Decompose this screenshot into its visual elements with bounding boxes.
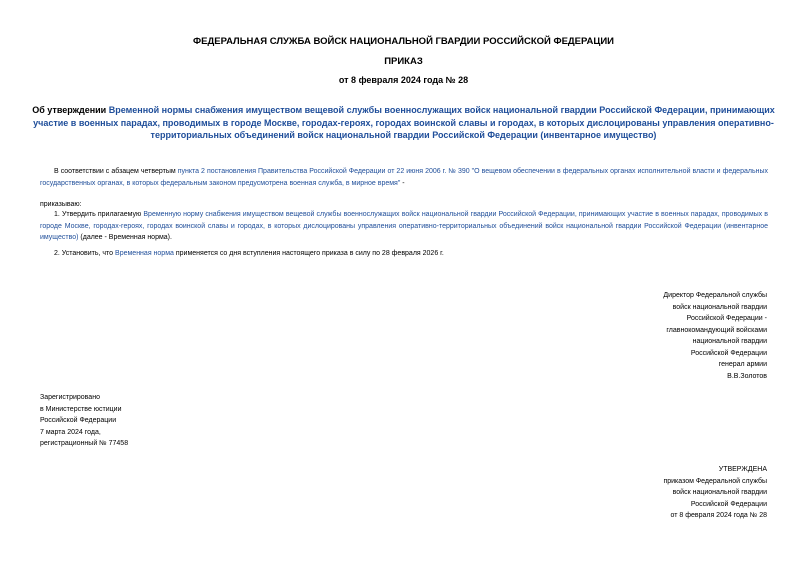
signature-line: Российской Федерации [690,349,767,357]
p3-prefix: 1. Утвердить прилагаемую [54,211,144,218]
director-signature-block [547,290,767,382]
p1-prefix: В соответствии с абзацем четвертым [54,168,178,175]
signature-name: В.В.Золотов [727,372,767,380]
p4-prefix: 2. Установить, что [54,250,116,257]
signature-line: войск национальной гвардии [672,303,767,311]
organization-header: ФЕДЕРАЛЬНАЯ СЛУЖБА ВОЙСК НАЦИОНАЛЬНОЙ ГВАРДИИ РОССИЙСКОЙ ФЕДЕРАЦИИ [193,36,614,47]
paragraph-item-1 [40,209,768,244]
approval-line: УТВЕРЖДЕНА [718,466,767,473]
signature-line: генерал армии [718,361,767,368]
approval-line: от 8 февраля 2024 года № 28 [670,512,767,519]
registration-line: в Министерстве юстиции [40,405,122,413]
p3-suffix: (далее - Временная норма). [78,234,172,241]
paragraph-order: приказываю: [40,201,82,208]
document-type: ПРИКАЗ [384,56,423,67]
signature-line: главнокомандующий войсками [666,326,767,334]
p3-link[interactable]: Временную норму снабжения имуществом вещевой службы военнослужащих войск национальной гвардии Российской Федерации, принимающих участие в военных парадах, проводимых в городе Москве, городах-героях, городах воинской славы и городах, в которых дислоцированы управления оперативно-территориальных объединений войск национальной гвардии Российской Федерации (инвентарное имущество) [40,211,769,241]
document-title [30,104,777,142]
registration-line: 7 марта 2024 года, [40,428,101,436]
paragraph-item-2 [40,248,768,260]
signature-line: Российской Федерации - [686,315,767,322]
paragraph-basis [40,166,768,189]
registration-line: Зарегистрировано [40,394,100,401]
title-link[interactable]: Временной нормы снабжения имуществом вещевой службы военнослужащих войск национальной гвардии Российской Федерации, принимающих участие в военных парадах, проводимых в городе Москве, городах-героях, городах воинской славы и городах, в которых дислоцированы управления оперативно-территориальных объединений войск национальной гвардии Российской Федерации (инвентарное имущество) [33,105,775,140]
registration-block [40,392,240,450]
approval-line: Российской Федерации [690,500,767,508]
document-date-number: от 8 февраля 2024 года № 28 [338,75,469,85]
approval-block [547,464,767,522]
p4-suffix: применяется со дня вступления настоящего приказа в силу по 28 февраля 2026 г. [173,250,444,257]
title-prefix: Об утверждении [32,105,109,115]
approval-line: войск национальной гвардии [672,489,767,496]
approval-line: приказом Федеральной службы [663,477,767,485]
registration-line: регистрационный № 77458 [40,440,129,447]
p1-link[interactable]: пункта 2 постановления Правительства Российской Федерации от 22 июня 2006 г. № 390 "О вещевом обеспечении в федеральных органах исполнительной власти и федеральных государственных органах, в которых федеральным законом предусмотрена военная служба, в мирное время" [40,168,768,187]
registration-line: Российской Федерации [40,417,117,424]
signature-line: Директор Федеральной службы [663,292,767,299]
p1-suffix: - [400,179,405,187]
signature-line: национальной гвардии [692,338,767,345]
p4-link[interactable]: Временная норма [115,250,174,257]
